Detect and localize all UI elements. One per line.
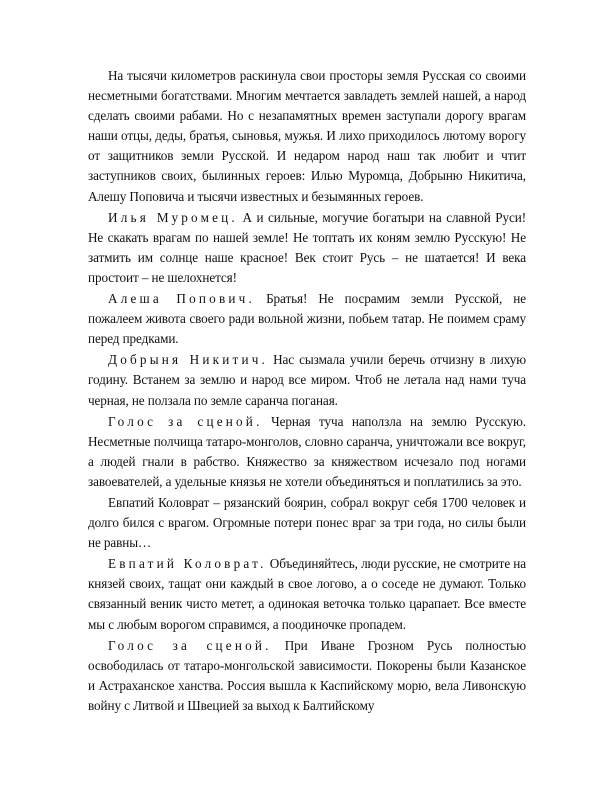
paragraph-text: Братья! Не посрамим земли Русской, не пожалеем живота своего ради вольной жизни, побьем татар. Не поимем сраму перед предками. [88, 291, 526, 347]
speaker-name: Голос за сценой. [108, 637, 272, 653]
paragraph-text: Черная туча наползла на землю Русскую. Несметные полчища татаро-монголов, словно саранча, уничтожали все вокруг, а людей гнали в рабство. Княжество за княжеством исчезало под ногами завоевателей, а удельные князья не хотели объединяться и поплатились за это. [88, 413, 526, 489]
paragraph-text: Объединяйтесь, люди русские, не смотрите на князей своих, тащат они каждый в свое логово, а о соседе не думают. Только связанный веник чисто метет, а одинокая веточка только царапает. Все вместе мы с любым ворогом справимся, а поодиночке пропадем. [88, 556, 527, 632]
paragraph-text: Евпатий Коловрат – рязанский боярин, собрал вокруг себя 1700 человек и долго бился с врагом. Огромные потери понес враг за три года, но силы были не равны… [88, 494, 526, 551]
paragraph-evpatiy [88, 554, 526, 634]
paragraph-text: Нас сызмала учили беречь отчизну в лихую годину. Встанем за землю и народ все миром. Чтоб не летала над нами туча черная, не ползала по земле саранча поганая. [88, 352, 526, 408]
paragraph-dobrynya [88, 350, 526, 410]
paragraph-text: При Иване Грозном Русь полностью освободилась от татаро-монгольской зависимости. Покорены были Казанское и Астраханское ханства. Россия вышла к Каспийскому морю, вела Ливонскую войну с Литвой и Швецией за выход к Балтийскому [88, 637, 526, 713]
speaker-name: Евпатий Коловрат. [108, 556, 267, 572]
paragraph-evpatiy-intro [88, 493, 526, 553]
paragraph-voice-2 [88, 636, 526, 716]
speaker-name: Илья Муромец. [108, 209, 238, 225]
paragraph-ilya [88, 208, 526, 288]
paragraph-intro [88, 66, 526, 207]
paragraph-text: На тысячи километров раскинула свои просторы земля Русская со своими несметными богатствами. Многим мечтается завладеть землей нашей, а народ сделать своими рабами. Но с незапамятных времен заступали дорогу врагам наши отцы, деды, братья, сыновья, мужья. И лихо приходилось лютому ворогу от защитников земли Русской. И недаром народ наш так любит и чтит заступников своих, былинных героев: Илью Муромца, Добрыню Никитича, Алешу Поповича и тысячи известных и безымянных героев. [88, 68, 526, 204]
speaker-name: Голос за сценой. [108, 413, 263, 429]
speaker-name: Добрыня Никитич. [108, 352, 269, 368]
paragraph-voice-1 [88, 412, 526, 492]
paragraph-alesha [88, 289, 526, 349]
speaker-name: Алеша Попович. [108, 291, 255, 307]
document-page [88, 66, 526, 716]
paragraph-text: А и сильные, могучие богатыри на славной Руси! Не скакать врагам по нашей земле! Не топтать их коням землю Русскую! Не затмить им солнце наше красное! Век стоит Русь – не шатается! И века простоит – не шелохнется! [88, 209, 527, 285]
